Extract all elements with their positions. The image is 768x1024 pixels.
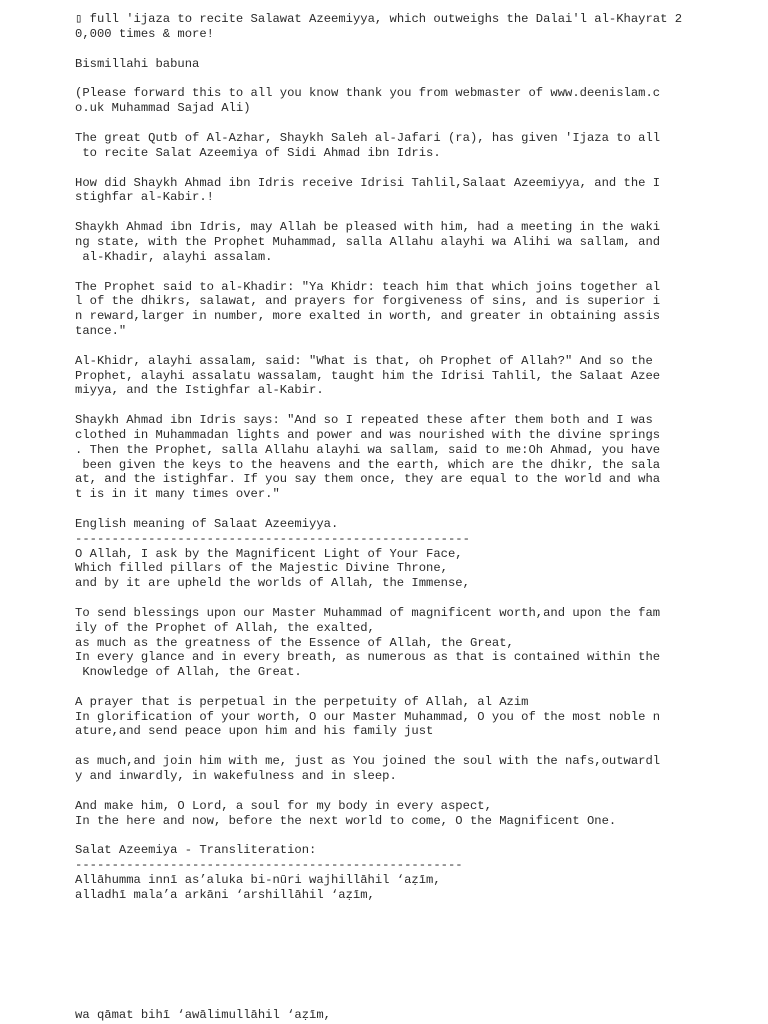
paragraph-forward [75,86,675,116]
paragraph-translit-heading [75,843,675,902]
text-line: n reward,larger in number, more exalted in worth, and greater in obtaining assis [75,309,661,324]
text-line: A prayer that is perpetual in the perpetuity of Allah, al Azim [75,694,529,709]
text-line: Salat Azeemiya - Transliteration: [75,843,317,858]
text-line: tance." [75,323,127,338]
paragraph-qutb [75,131,675,161]
text-line: The Prophet said to al-Khadir: "Ya Khidr: teach him that which joins together al [75,279,661,294]
text-line: t is in it many times over." [75,487,280,502]
text-line: Bismillahi babuna [75,56,200,71]
text-line: In glorification of your worth, O our Master Muhammad, O you of the most noble n [75,709,661,724]
text-line: ng state, with the Prophet Muhammad, salla Allahu alayhi wa Alihi wa sallam, and [75,234,661,249]
trailer-line: wa qāmat bihī ‘awālimullāhil ‘aẓīm, [75,1008,331,1022]
text-line: English meaning of Salaat Azeemiyya. [75,516,339,531]
text-line: as much,and join him with me, just as You joined the soul with the nafs,outwardl [75,754,661,769]
text-line: and by it are upheld the worlds of Allah, the Immense, [75,576,470,591]
paragraph-intro [75,12,683,42]
text-line: Which filled pillars of the Majestic Divine Throne, [75,561,448,576]
text-line: ily of the Prophet of Allah, the exalted, [75,620,375,635]
text-line: o.uk Muhammad Sajad Ali) [75,101,251,116]
text-line: Shaykh Ahmad ibn Idris says: "And so I repeated these after them both and I was [75,413,653,428]
paragraph-join [75,754,675,784]
text-line: Prophet, alayhi assalatu wassalam, taught him the Idrisi Tahlil, the Salaat Azee [75,368,661,383]
text-line: al-Khadir, alayhi assalam. [75,249,273,264]
text-line: to recite Salat Azeemiya of Sidi Ahmad ibn Idris. [75,145,441,160]
text-line: stighfar al-Kabir.! [75,190,214,205]
text-line: Shaykh Ahmad ibn Idris, may Allah be pleased with him, had a meeting in the waki [75,220,661,235]
text-line: Allāhumma innī as’aluka bi-nūri wajhillāhil ‘aẓīm, [75,873,441,888]
paragraph-english-heading [75,517,675,591]
text-line: Al-Khidr, alayhi assalam, said: "What is that, oh Prophet of Allah?" And so the [75,353,653,368]
text-line: clothed in Muhammadan lights and power and was nourished with the divine springs [75,427,661,442]
text-line: The great Qutb of Al-Azhar, Shaykh Saleh al-Jafari (ra), has given 'Ijaza to all [75,130,661,145]
text-line: . Then the Prophet, salla Allahu alayhi wa sallam, said to me:Oh Ahmad, you have [75,442,661,457]
text-line: ----------------------------------------------------- [75,858,463,873]
paragraph-khidr-said [75,354,675,398]
text-line: In the here and now, before the next world to come, O the Magnificent One. [75,813,617,828]
text-line: y and inwardly, in wakefulness and in sleep. [75,769,397,784]
text-line: ------------------------------------------------------ [75,531,470,546]
text-line: To send blessings upon our Master Muhammad of magnificent worth,and upon the fam [75,605,661,620]
paragraph-repeated [75,413,675,502]
paragraph-prophet-said [75,280,675,339]
text-line: O Allah, I ask by the Magnificent Light of Your Face, [75,546,463,561]
paragraph-bismillah [75,57,675,72]
paragraph-meeting [75,220,675,264]
text-line: at, and the istighfar. If you say them once, they are equal to the world and wha [75,472,661,487]
text-line: been given the keys to the heavens and the earth, which are the dhikr, the sala [75,457,661,472]
text-line: How did Shaykh Ahmad ibn Idris receive Idrisi Tahlil,Salaat Azeemiyya, and the I [75,175,661,190]
text-line: as much as the greatness of the Essence of Allah, the Great, [75,635,514,650]
text-line: miyya, and the Istighfar al-Kabir. [75,383,324,398]
text-line: ▯ full 'ijaza to recite Salawat Azeemiyya, which outweighs the Dalai'l al-Khayrat 2 [75,12,683,26]
text-line: (Please forward this to all you know thank you from webmaster of www.deenislam.c [75,86,661,101]
paragraph-prayer [75,695,675,739]
text-line: And make him, O Lord, a soul for my body in every aspect, [75,798,492,813]
paragraph-blessings [75,606,675,680]
text-line: l of the dhikrs, salawat, and prayers for forgiveness of sins, and is superior i [75,294,661,309]
text-line: 0,000 times & more! [75,26,214,41]
text-line: Knowledge of Allah, the Great. [75,665,302,680]
document-body [75,12,683,918]
text-line: ature,and send peace upon him and his family just [75,724,434,739]
text-line: In every glance and in every breath, as numerous as that is contained within the [75,650,661,665]
paragraph-question [75,176,675,206]
text-line: alladhī mala’a arkāni ‘arshillāhil ‘aẓīm, [75,887,375,902]
paragraph-soul [75,799,675,829]
